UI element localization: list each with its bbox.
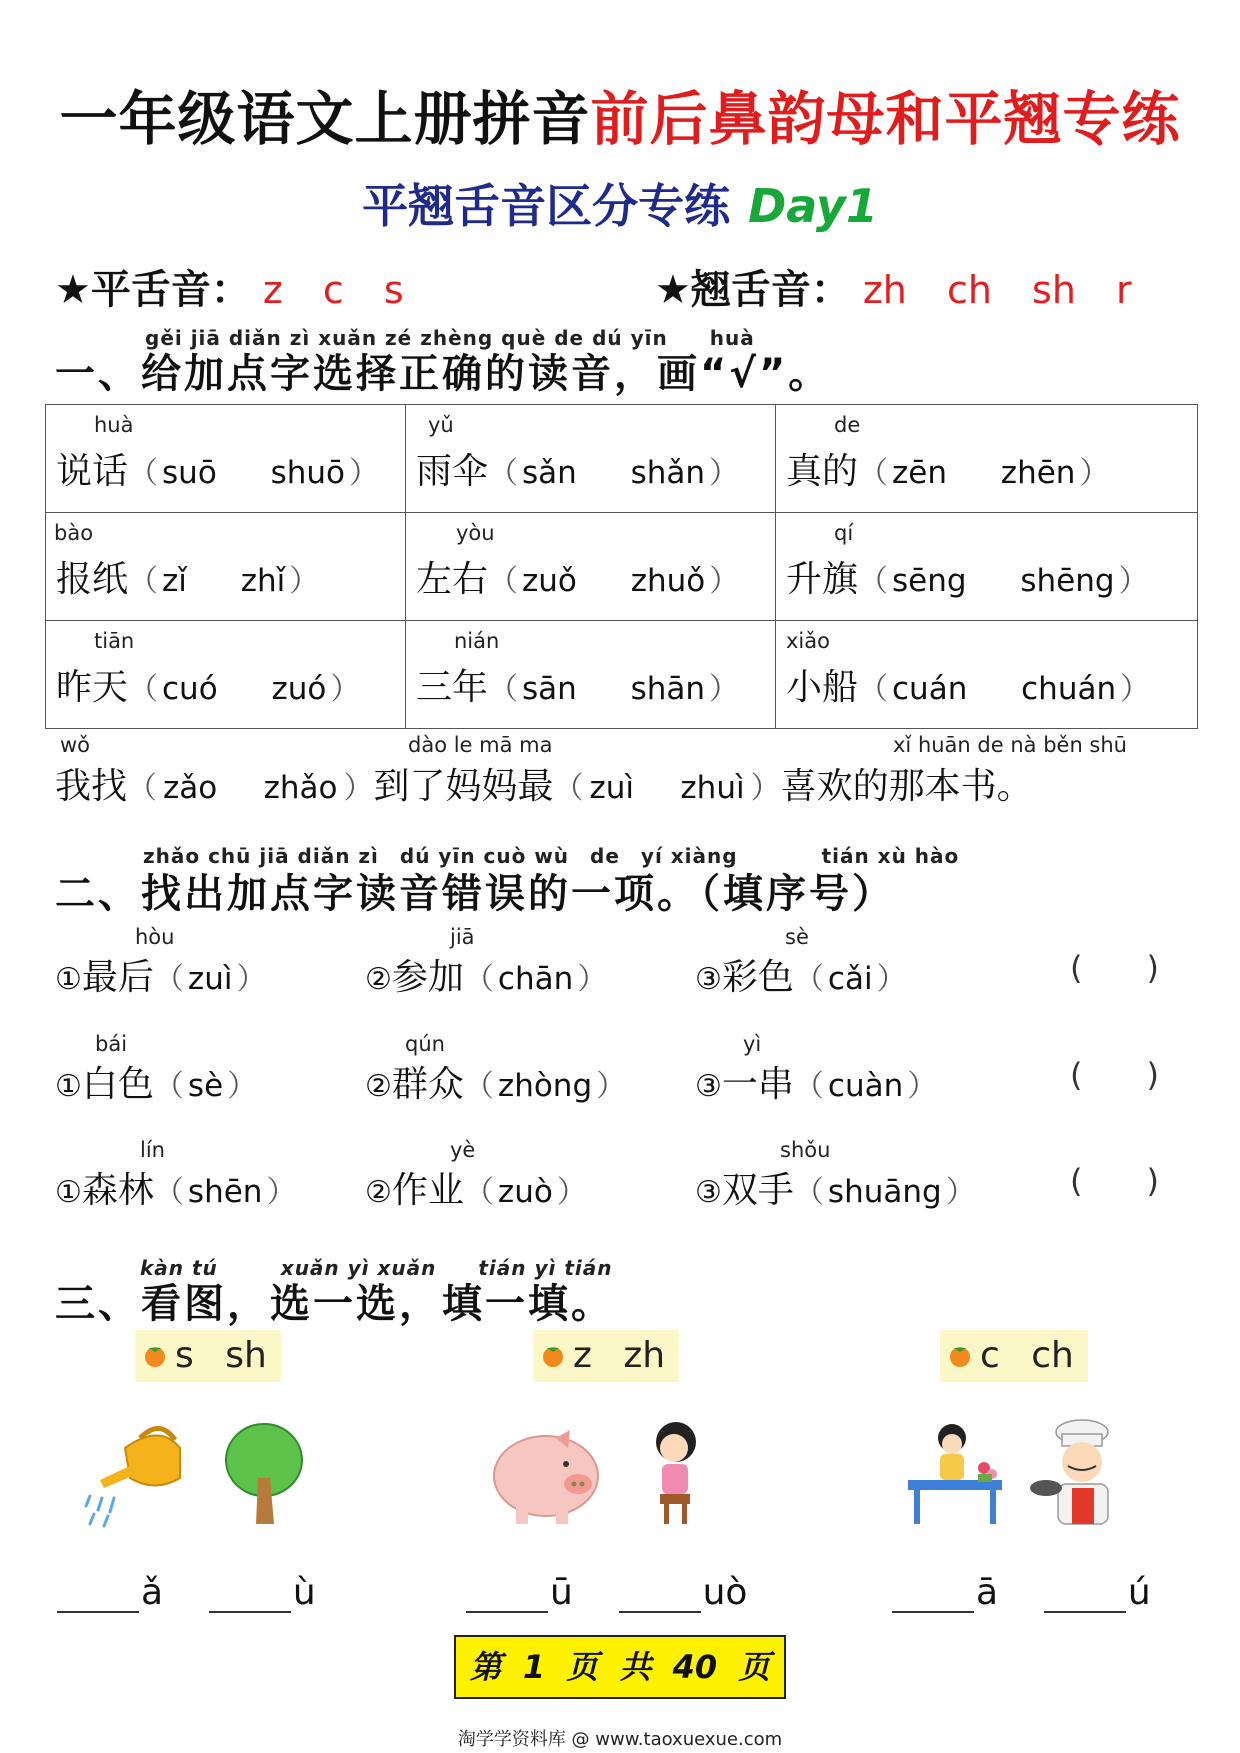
sentence-part1: 我找 [55,766,128,807]
q2-pinyin: bái [95,1032,128,1056]
option-2[interactable]: shēng [1020,563,1115,599]
flat-sounds-label: ★平舌音： [55,267,251,313]
sentence-pinyin-2: dào le mā ma [408,733,553,757]
section3-pinyin: kàn tú xuǎn yì xuǎn tián yì tián [140,1256,613,1280]
girl-sitting-icon [640,1418,710,1528]
q2-pinyin: jiā [450,925,475,949]
blank-input[interactable] [892,1581,974,1613]
q2-pinyin: yè [450,1138,476,1162]
option-number: ① [55,962,82,997]
cell-word-line: 昨天（ cuó zuó ） [56,667,361,708]
cell-word: 昨天 [56,667,129,708]
option-1[interactable]: cuó [162,671,218,707]
blank-input[interactable] [619,1581,701,1613]
option-pinyin: shuāng [827,1174,942,1210]
option-2[interactable]: shǎn [630,455,706,491]
retro-sounds-values: zh ch sh r [862,268,1132,312]
option-2[interactable]: zhēn [1000,455,1076,491]
cell-word: 真的 [786,451,859,492]
q2-pinyin: qún [405,1032,445,1056]
q1-row [46,405,1198,513]
option-pinyin: shēn [187,1174,263,1210]
answer-blank[interactable]: ( ) [1070,1162,1159,1200]
q1-cell [776,621,1198,729]
option-word: 森林 [81,1170,154,1211]
option-pinyin: cuàn [827,1068,904,1104]
tree-icon [222,1418,307,1528]
option-2[interactable]: chuán [1021,671,1117,707]
cell-pinyin: tiān [94,629,135,653]
sentence-question: 我找（ zǎo zhǎo ）到了妈妈最（ zuì zhuì ）喜欢的那本书。 [55,766,1033,807]
blank-input[interactable] [209,1581,291,1613]
q2-option: ①森林（ shēn ） [55,1170,297,1211]
flat-sounds-values: z c s [262,268,404,312]
persimmon-icon [946,1332,976,1384]
option-2[interactable]: zhǐ [240,563,286,599]
cell-pinyin: xiǎo [786,629,830,653]
choice-text-2: z zh [573,1335,666,1376]
cell-pinyin: yǔ [428,413,454,437]
option-number: ① [55,1069,82,1104]
option-1[interactable]: cuán [892,671,968,707]
option-word: 最后 [81,957,154,998]
q2-option: ②参加（ chān ） [365,957,608,998]
choice-text-3: c ch [980,1335,1074,1376]
option-number: ③ [695,1069,722,1104]
q2-option: ③彩色（ cǎi ） [695,957,907,998]
blank-row-1: ǎ ù [57,1572,316,1613]
q2-option: ③双手（ shuāng ） [695,1170,976,1211]
cell-pinyin: yòu [456,521,495,545]
option-number: ③ [695,962,722,997]
q1-cell [406,513,776,621]
cell-word: 左右 [416,559,489,600]
cell-word: 报纸 [56,559,129,600]
retro-sounds-label: ★翘舌音： [655,267,851,313]
option-2[interactable]: zuó [271,671,327,707]
q1-row [46,513,1198,621]
cell-word-line: 雨伞（ sǎn shǎn ） [416,451,740,492]
cell-word: 三年 [416,667,489,708]
persimmon-icon [141,1332,171,1384]
option-1[interactable]: zuǒ [522,563,577,599]
blank-input[interactable] [1044,1581,1126,1613]
sentence-option-4[interactable]: zhuì [680,770,745,806]
q2-pinyin: lín [140,1138,165,1162]
main-title [0,72,1240,156]
q2-pinyin: sè [785,925,809,949]
q2-pinyin: yì [743,1032,762,1056]
choice-box-3 [940,1330,1088,1382]
watermark: 淘学学资料库 @ www.taoxuexue.com [457,1729,783,1750]
option-pinyin: zhòng [497,1068,593,1104]
answer-blank[interactable]: ( ) [1070,1056,1159,1094]
option-number: ① [55,1175,82,1210]
section2-title: 二、找出加点字读音错误的一项。（填序号） [55,871,895,917]
section3-title: 三、看图，选一选，填一填。 [55,1281,614,1327]
option-1[interactable]: zēn [892,455,948,491]
page-indicator: 第 1 页 共 40 页 [454,1635,786,1699]
option-word: 作业 [391,1170,464,1211]
option-2[interactable]: zhuǒ [630,563,706,599]
blank-input[interactable] [57,1581,139,1613]
option-pinyin: cǎi [827,961,873,997]
chef-icon [1028,1418,1128,1528]
cell-word-line: 报纸（ zǐ zhǐ ） [56,559,320,600]
sentence-option-2[interactable]: zhǎo [263,770,338,806]
q2-option: ②群众（ zhòng ） [365,1064,627,1105]
cell-word: 雨伞 [416,451,489,492]
flat-sounds [55,258,404,315]
choice-box-1 [135,1330,281,1382]
answer-blank[interactable]: ( ) [1070,949,1159,987]
sentence-option-1[interactable]: zǎo [163,770,218,806]
persimmon-icon [539,1332,569,1384]
cell-pinyin: nián [454,629,500,653]
option-word: 彩色 [721,957,794,998]
sub-title [0,170,1240,236]
sentence-pinyin-1: wǒ [60,733,91,757]
q1-table-body [46,405,1198,729]
subtitle-day: Day1 [748,179,878,233]
q1-cell [46,621,406,729]
q2-pinyin: shǒu [780,1138,831,1162]
q1-row [46,621,1198,729]
option-word: 双手 [721,1170,794,1211]
q1-cell [776,405,1198,513]
cell-word-line: 升旗（ sēng shēng ） [786,559,1149,600]
section1-title: 一、给加点字选择正确的读音，画“√”。 [55,351,832,397]
blank-row-2: ū uò [466,1572,747,1613]
option-number: ② [365,962,392,997]
option-1[interactable]: sān [522,671,577,707]
option-pinyin: sè [187,1068,224,1104]
option-pinyin: chān [497,961,574,997]
cell-word-line: 三年（ sān shān ） [416,667,740,708]
sentence-option-3[interactable]: zuì [589,770,635,806]
sentence-part3: 喜欢的那本书。 [780,766,1033,807]
subtitle-text: 平翘舌音区分专练 [362,179,731,233]
retro-sounds [655,258,1132,315]
option-1[interactable]: zǐ [162,563,187,599]
option-word: 一串 [721,1064,794,1105]
option-1[interactable]: sēng [892,563,967,599]
option-2[interactable]: shuō [270,455,345,491]
option-number: ② [365,1069,392,1104]
cell-pinyin: de [834,413,861,437]
blank-row-3: ā ú [892,1572,1151,1613]
cell-pinyin: huà [94,413,134,437]
sentence-pinyin-3: xǐ huān de nà běn shū [893,733,1127,757]
q1-cell [776,513,1198,621]
choice-text-1: s sh [175,1335,267,1376]
option-1[interactable]: suō [162,455,217,491]
cell-word-line: 说话（ suō shuō ） [56,451,379,492]
option-pinyin: zuò [497,1174,553,1210]
section1-pinyin: gěi jiā diǎn zì xuǎn zé zhèng què de dú yīn huà [145,326,755,350]
option-word: 参加 [391,957,464,998]
cell-word-line: 左右（ zuǒ zhuǒ ） [416,559,740,600]
cell-pinyin: bào [54,521,94,545]
q1-cell [406,621,776,729]
q2-option: ①白色（ sè ） [55,1064,258,1105]
option-word: 白色 [81,1064,154,1105]
pig-icon [486,1418,606,1528]
cell-word: 升旗 [786,559,859,600]
watering-can-icon [80,1418,200,1528]
cell-word-line: 小船（ cuán chuán ） [786,667,1151,708]
q2-pinyin: hòu [135,925,175,949]
q1-cell [46,513,406,621]
cell-word-line: 真的（ zēn zhēn ） [786,451,1110,492]
q1-cell [406,405,776,513]
blank-input[interactable] [466,1581,548,1613]
option-number: ② [365,1175,392,1210]
sentence-part2: 到了妈妈最 [373,766,554,807]
title-red: 前后鼻韵母和平翘专练 [590,85,1181,153]
section2-pinyin: zhǎo chū jiā diǎn zì dú yīn cuò wù de yí xiàng tián xù hào [143,844,960,868]
option-number: ③ [695,1175,722,1210]
cell-pinyin: qí [834,521,854,545]
option-2[interactable]: shān [630,671,706,707]
q1-cell [46,405,406,513]
girl-flowers-table-icon [900,1418,1010,1528]
option-1[interactable]: sǎn [522,455,577,491]
option-word: 群众 [391,1064,464,1105]
q2-option: ③一串（ cuàn ） [695,1064,938,1105]
q2-option: ①最后（ zuì ） [55,957,267,998]
choice-box-2 [533,1330,679,1382]
title-black: 一年级语文上册拼音 [59,85,591,153]
option-pinyin: zuì [187,961,233,997]
cell-word: 说话 [56,451,129,492]
q1-table [45,404,1198,729]
cell-word: 小船 [786,667,859,708]
q2-option: ②作业（ zuò ） [365,1170,587,1211]
